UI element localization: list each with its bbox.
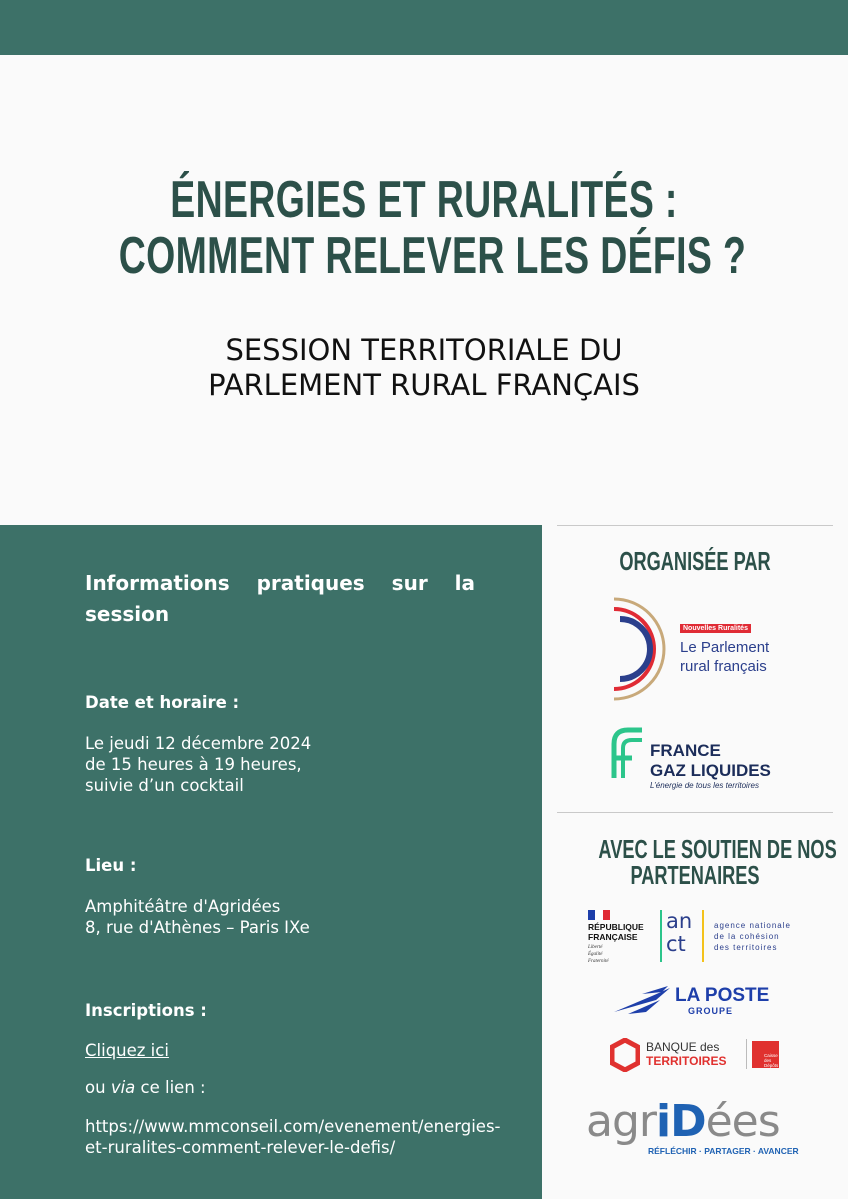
la-poste-sub: GROUPE xyxy=(688,1006,734,1016)
place-line: Amphitéâtre d'Agridées xyxy=(85,897,281,916)
anct-name xyxy=(714,920,791,953)
date-line: de 15 heures à 19 heures, xyxy=(85,755,302,774)
click-here-link[interactable]: Cliquez ici xyxy=(85,1041,169,1060)
event-title-line2: COMMENT RELEVER LES DÉFIS ? xyxy=(118,227,747,285)
motto-word: Liberté xyxy=(588,945,603,950)
france-gaz-liquides-logo xyxy=(610,724,790,790)
organised-by-heading xyxy=(598,548,791,574)
anct-letters-bottom: ct xyxy=(666,932,686,956)
via-word: via xyxy=(110,1078,136,1097)
banque-des-territoires-logo xyxy=(610,1038,782,1074)
organised-by-text: ORGANISÉE PAR xyxy=(619,546,771,576)
republique-name xyxy=(588,922,644,942)
place-line: 8, rue d'Athènes – Paris IXe xyxy=(85,918,310,937)
motto-word: Fraternité xyxy=(588,959,609,964)
marianne-flag-icon xyxy=(588,910,610,920)
event-title xyxy=(118,171,747,285)
info-heading: Informations pratiques sur la session xyxy=(85,571,475,626)
via-text xyxy=(85,1077,206,1098)
top-band xyxy=(0,0,848,55)
la-poste-bird-icon xyxy=(612,986,674,1016)
parlement-line: Le Parlement xyxy=(680,639,770,656)
registration-label: Inscriptions : xyxy=(85,1001,207,1020)
fgl-line: FRANCE xyxy=(650,741,721,760)
divider xyxy=(557,812,833,813)
place-details xyxy=(85,896,310,938)
parlement-name xyxy=(680,638,769,676)
event-title-line1: ÉNERGIES ET RURALITÉS : xyxy=(170,171,678,229)
banque-line-bold: TERRITOIRES xyxy=(646,1054,727,1068)
banque-line: BANQUE des xyxy=(646,1040,720,1054)
motto-word: Égalité xyxy=(588,952,603,957)
via-prefix: ou xyxy=(85,1078,111,1097)
banque-hexagon-icon xyxy=(610,1038,640,1072)
anct-line: des territoires xyxy=(714,943,778,952)
place-label: Lieu : xyxy=(85,856,137,875)
info-panel xyxy=(0,525,542,1199)
la-poste-name: LA POSTE xyxy=(675,985,770,1006)
date-label: Date et horaire : xyxy=(85,693,240,712)
fgl-mark-icon xyxy=(610,726,644,780)
event-subtitle xyxy=(0,333,848,403)
parlement-rural-logo xyxy=(608,595,788,703)
anct-letters xyxy=(666,910,692,956)
anct-logo xyxy=(658,910,808,964)
registration-url[interactable] xyxy=(85,1116,501,1158)
banque-name xyxy=(646,1040,726,1068)
republique-line: FRANÇAISE xyxy=(588,932,638,942)
republique-line: RÉPUBLIQUE xyxy=(588,922,644,932)
anct-line: agence nationale xyxy=(714,921,791,930)
banque-separator xyxy=(746,1039,747,1069)
republique-motto xyxy=(588,944,609,965)
date-line: Le jeudi 12 décembre 2024 xyxy=(85,734,312,753)
date-details xyxy=(85,733,311,796)
agridees-part: iD xyxy=(655,1096,706,1147)
event-subtitle-line2: PARLEMENT RURAL FRANÇAIS xyxy=(208,368,640,402)
fgl-line: GAZ LIQUIDES xyxy=(650,761,771,780)
fgl-name xyxy=(650,741,771,781)
event-subtitle-line1: SESSION TERRITORIALE DU xyxy=(225,333,623,367)
republique-francaise-logo xyxy=(588,910,652,966)
agridees-tagline: RÉFLÉCHIR · PARTAGER · AVANCER xyxy=(648,1146,799,1156)
fgl-tagline: L’énergie de tous les territoires xyxy=(650,781,759,790)
anct-line: de la cohésion xyxy=(714,932,780,941)
partners-line: PARTENAIRES xyxy=(630,860,760,890)
agridees-part: ées xyxy=(705,1096,780,1147)
divider xyxy=(557,525,833,526)
parlement-badge: Nouvelles Ruralités xyxy=(680,624,751,633)
cdc-badge: Caisse des Dépôts xyxy=(752,1041,779,1068)
url-line: et-ruralites-comment-relever-le-defis/ xyxy=(85,1138,396,1157)
url-line: https://www.mmconseil.com/evenement/energies- xyxy=(85,1117,501,1136)
parlement-arcs-icon xyxy=(608,595,688,703)
partners-heading xyxy=(598,834,837,890)
agridees-part: agr xyxy=(586,1096,656,1147)
agridees-wordmark xyxy=(586,1098,780,1146)
agridees-logo xyxy=(586,1098,806,1162)
partners-line: AVEC LE SOUTIEN DE NOS xyxy=(598,834,837,864)
anct-letters-top: an xyxy=(666,909,693,933)
via-suffix: ce lien : xyxy=(135,1078,206,1097)
parlement-line: rural français xyxy=(680,658,767,675)
la-poste-logo xyxy=(612,983,782,1019)
date-line: suivie d’un cocktail xyxy=(85,776,244,795)
